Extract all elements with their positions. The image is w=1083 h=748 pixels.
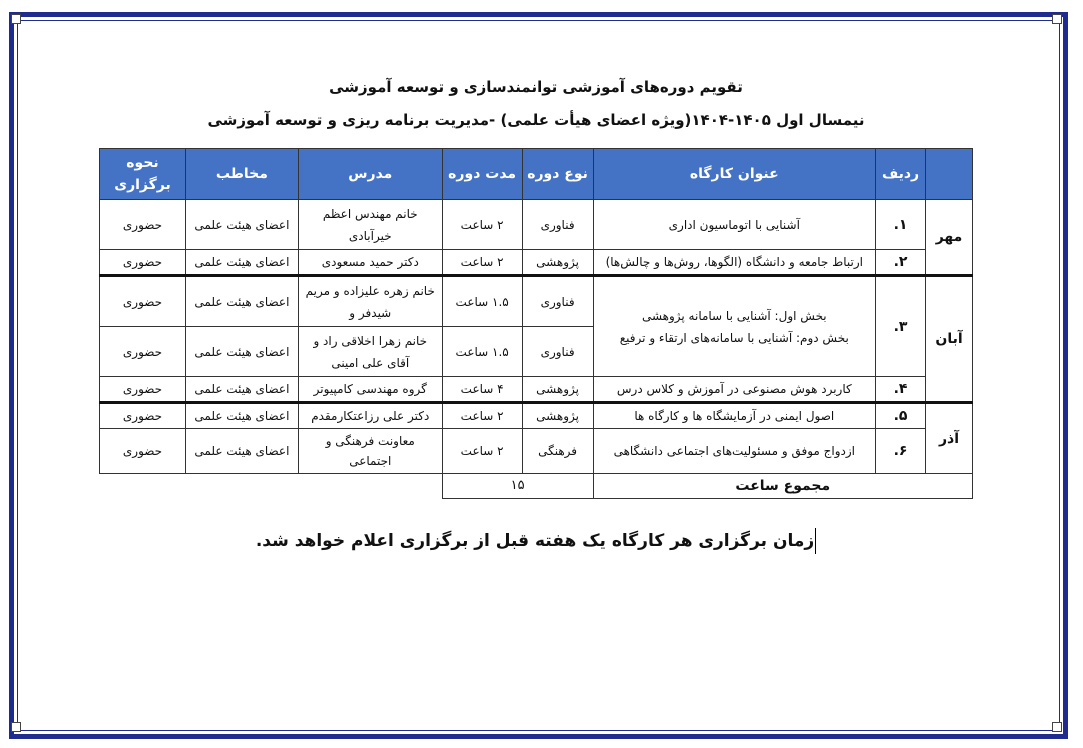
instructor: خانم مهندس اعظم خیرآبادی — [298, 200, 442, 250]
table-row — [100, 429, 973, 474]
header-audience: مخاطب — [185, 149, 298, 200]
duration: ۲ ساعت — [442, 200, 522, 250]
audience: اعضای هیئت علمی — [185, 429, 298, 474]
table-row — [100, 250, 973, 276]
course-type: پژوهشی — [522, 403, 593, 429]
course-type: فناوری — [522, 276, 593, 327]
instructor: خانم زهرا اخلاقی راد و آقای علی امینی — [298, 327, 442, 377]
row-number: ۲. — [876, 250, 926, 276]
audience: اعضای هیئت علمی — [185, 250, 298, 276]
duration: ۴ ساعت — [442, 377, 522, 403]
row-number: ۴. — [876, 377, 926, 403]
table-header-row — [100, 149, 973, 200]
header-course-type: نوع دوره — [522, 149, 593, 200]
audience: اعضای هیئت علمی — [185, 327, 298, 377]
corner-handle-icon[interactable] — [1052, 14, 1062, 24]
table-row — [100, 276, 973, 327]
table-row — [100, 377, 973, 403]
mode: حضوری — [100, 250, 186, 276]
header-instructor: مدرس — [298, 149, 442, 200]
audience: اعضای هیئت علمی — [185, 276, 298, 327]
mode: حضوری — [100, 429, 186, 474]
audience: اعضای هیئت علمی — [185, 200, 298, 250]
row-number: ۱. — [876, 200, 926, 250]
workshop-title-part2: بخش دوم: آشنایی با سامانه‌های ارتقاء و ترفیع — [619, 330, 849, 345]
duration: ۱.۵ ساعت — [442, 276, 522, 327]
audience: اعضای هیئت علمی — [185, 377, 298, 403]
total-hours-value: ۱۵ — [442, 474, 593, 499]
table-row — [100, 403, 973, 429]
month-cell-mehr: مهر — [926, 200, 973, 276]
corner-handle-icon[interactable] — [1052, 722, 1062, 732]
workshop-title: ارتباط جامعه و دانشگاه (الگوها، روش‌ها و چالش‌ها) — [593, 250, 876, 276]
document-subtitle: نیمسال اول ۱۴۰۵-۱۴۰۴(ویژه اعضای هیأت علمی) -مدیریت برنامه ریزی و توسعه آموزشی — [207, 111, 865, 129]
total-hours-label: مجموع ساعت — [593, 474, 972, 499]
workshop-calendar-table — [99, 148, 973, 499]
total-row — [100, 474, 973, 499]
instructor: گروه مهندسی کامپیوتر — [298, 377, 442, 403]
workshop-title: کاربرد هوش مصنوعی در آموزش و کلاس درس — [593, 377, 876, 403]
instructor: خانم زهره علیزاده و مریم شیدفر و — [298, 276, 442, 327]
workshop-title-part1: بخش اول: آشنایی با سامانه پژوهشی — [641, 308, 827, 323]
mode: حضوری — [100, 403, 186, 429]
header-mode: نحوه برگزاری — [100, 149, 186, 200]
duration: ۱.۵ ساعت — [442, 327, 522, 377]
audience: اعضای هیئت علمی — [185, 403, 298, 429]
course-type: فرهنگی — [522, 429, 593, 474]
mode: حضوری — [100, 276, 186, 327]
schedule-note-text: زمان برگزاری هر کارگاه یک هفته قبل از برگزاری اعلام خواهد شد. — [255, 531, 815, 551]
corner-handle-icon[interactable] — [11, 14, 21, 24]
row-number: ۶. — [876, 429, 926, 474]
workshop-title: آشنایی با اتوماسیون اداری — [593, 200, 876, 250]
duration: ۲ ساعت — [442, 403, 522, 429]
header-duration: مدت دوره — [442, 149, 522, 200]
course-type: پژوهشی — [522, 377, 593, 403]
workshop-title: اصول ایمنی در آزمایشگاه ها و کارگاه ها — [593, 403, 876, 429]
corner-handle-icon[interactable] — [11, 722, 21, 732]
course-type: پژوهشی — [522, 250, 593, 276]
workshop-title — [593, 276, 876, 377]
duration: ۲ ساعت — [442, 250, 522, 276]
instructor: معاونت فرهنگی و اجتماعی — [298, 429, 442, 474]
text-cursor — [815, 528, 816, 554]
instructor: دکتر علی رزاعتکارمقدم — [298, 403, 442, 429]
mode: حضوری — [100, 327, 186, 377]
schedule-note — [100, 528, 972, 554]
duration: ۲ ساعت — [442, 429, 522, 474]
mode: حضوری — [100, 200, 186, 250]
workshop-title: ازدواج موفق و مسئولیت‌های اجتماعی دانشگاهی — [593, 429, 876, 474]
header-workshop-title: عنوان کارگاه — [593, 149, 876, 200]
course-type: فناوری — [522, 200, 593, 250]
month-cell-aban: آبان — [926, 276, 973, 403]
document-title: تقویم دوره‌های آموزشی توانمندسازی و توسعه آموزشی — [329, 78, 743, 96]
instructor: دکتر حمید مسعودی — [298, 250, 442, 276]
table-row — [100, 200, 973, 250]
header-row-number: ردیف — [876, 149, 926, 200]
total-row-spacer — [100, 474, 443, 499]
mode: حضوری — [100, 377, 186, 403]
row-number: ۵. — [876, 403, 926, 429]
row-number: ۳. — [876, 276, 926, 377]
month-cell-azar: آذر — [926, 403, 973, 474]
course-type: فناوری — [522, 327, 593, 377]
header-month — [926, 149, 973, 200]
